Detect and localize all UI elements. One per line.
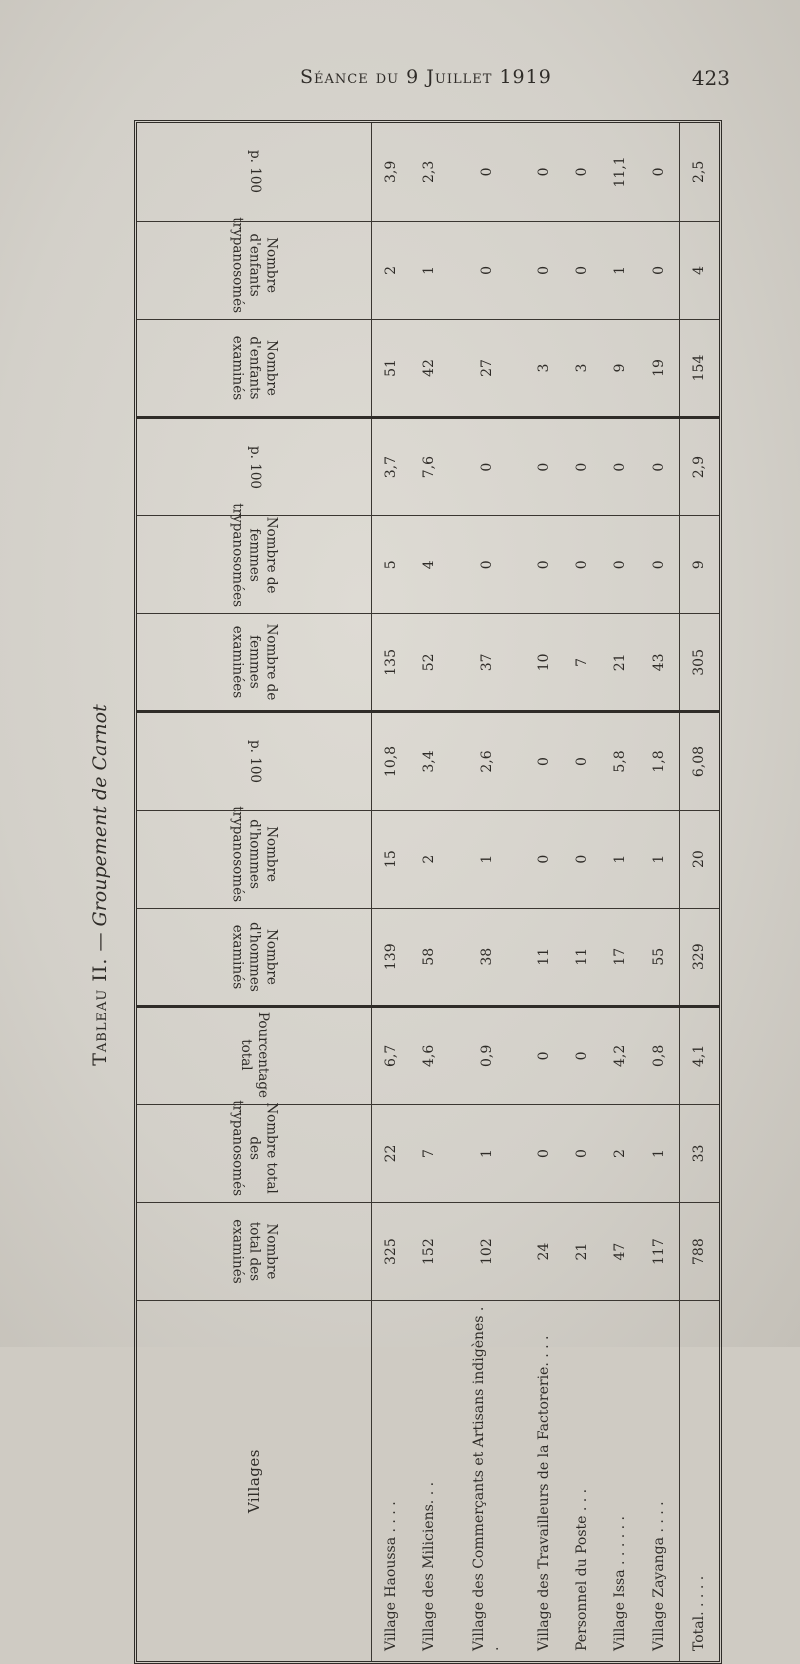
table-row (526, 123, 564, 1661)
table-cell: 4,2 (602, 1006, 640, 1104)
column-header: Nombre de femmes examinées (137, 614, 372, 712)
table-cell: 329 (680, 908, 719, 1006)
table-cell: 55 (640, 908, 679, 1006)
table-cell: 5,8 (602, 712, 640, 810)
table-cell: 135 (372, 614, 411, 712)
table-cell: 33 (680, 1104, 719, 1202)
table-cell: 788 (680, 1203, 719, 1301)
table-cell: 9 (602, 319, 640, 417)
table-cell: 0,8 (640, 1006, 679, 1104)
table-cell: 47 (602, 1203, 640, 1301)
table-cell: 19 (640, 319, 679, 417)
table-cell: 9 (680, 516, 719, 614)
table-row (372, 123, 411, 1661)
table-cell: 0 (526, 123, 564, 221)
column-header: Nombre d'enfants trypanosomés (137, 221, 372, 319)
caption-label: Tableau II. (89, 957, 111, 1066)
table-cell: 3,9 (372, 123, 411, 221)
table-cell: 0 (449, 418, 525, 516)
column-header: Pourcentage total (137, 1006, 372, 1104)
table-cell: 0 (640, 418, 679, 516)
table-cell: 10,8 (372, 712, 411, 810)
table-cell: 52 (411, 614, 449, 712)
table-cell: 2 (372, 221, 411, 319)
village-name: Village Haoussa . . . . (382, 1501, 399, 1651)
table-cell: 37 (449, 614, 525, 712)
table-cell: 139 (372, 908, 411, 1006)
village-name: Village des Travailleurs de la Factorerie. . . . (535, 1335, 552, 1651)
table-cell: 4,1 (680, 1006, 719, 1104)
table-row (411, 123, 449, 1661)
table-cell: 27 (449, 319, 525, 417)
caption-place: Groupement de Carnot (89, 704, 111, 927)
table-cell: 6,7 (372, 1006, 411, 1104)
table-cell: 0 (640, 221, 679, 319)
table-cell: 1 (449, 1104, 525, 1202)
village-name: Village des Commerçants et Artisans indigènes . . (470, 1306, 503, 1651)
table-cell: 152 (411, 1203, 449, 1301)
column-header: Nombre d'enfants examinés (137, 319, 372, 417)
table-cell: 0 (602, 516, 640, 614)
data-table (137, 123, 719, 1661)
table-row (640, 123, 679, 1661)
table-cell: 22 (372, 1104, 411, 1202)
table-cell: 2,3 (411, 123, 449, 221)
village-name: Village Zayanga . . . . (650, 1501, 667, 1651)
total-row (680, 123, 719, 1661)
village-name: Total. . . . . (680, 1301, 719, 1661)
table-cell: 0 (564, 221, 602, 319)
table-cell: 0 (564, 516, 602, 614)
table-container (134, 120, 722, 1664)
table-cell: 0 (526, 418, 564, 516)
table-cell: 0 (564, 123, 602, 221)
table-cell: 3 (526, 319, 564, 417)
table-cell: 6,08 (680, 712, 719, 810)
table-row (564, 123, 602, 1661)
table-cell: 1 (602, 810, 640, 908)
table-cell: 3,4 (411, 712, 449, 810)
table-cell: 7 (411, 1104, 449, 1202)
column-header: p. 100 (137, 418, 372, 516)
table-row (449, 123, 525, 1661)
table-cell: 0 (526, 221, 564, 319)
table-cell: 38 (449, 908, 525, 1006)
table-cell: 42 (411, 319, 449, 417)
table-cell: 154 (680, 319, 719, 417)
table-cell: 0 (640, 123, 679, 221)
page-number: 423 (691, 66, 730, 90)
table-cell: 0 (564, 1006, 602, 1104)
column-header: Nombre d'hommes trypanosomés (137, 810, 372, 908)
table-cell: 21 (564, 1203, 602, 1301)
table-cell: 11 (564, 908, 602, 1006)
column-header: Nombre total des examinés (137, 1203, 372, 1301)
table-cell: 3 (564, 319, 602, 417)
table-cell: 0 (449, 123, 525, 221)
table-cell: 7,6 (411, 418, 449, 516)
table-cell: 2 (411, 810, 449, 908)
table-cell: 0 (449, 221, 525, 319)
table-cell: 0 (526, 810, 564, 908)
table-cell: 1 (602, 221, 640, 319)
column-header: p. 100 (137, 712, 372, 810)
column-header: Nombre total des trypanosomés (137, 1104, 372, 1202)
table-cell: 17 (602, 908, 640, 1006)
table-cell: 0 (564, 418, 602, 516)
table-cell: 0 (526, 516, 564, 614)
table-cell: 1 (449, 810, 525, 908)
table-cell: 1 (640, 1104, 679, 1202)
table-cell: 0 (564, 810, 602, 908)
table-cell: 21 (602, 614, 640, 712)
table-cell: 102 (449, 1203, 525, 1301)
table-cell: 1 (640, 810, 679, 908)
table-cell: 2,5 (680, 123, 719, 221)
column-header: Nombre de femmes trypanosomées (137, 516, 372, 614)
table-cell: 0 (526, 1006, 564, 1104)
table-cell: 0 (564, 712, 602, 810)
table-cell: 15 (372, 810, 411, 908)
table-cell: 0 (449, 516, 525, 614)
village-name: Personnel du Poste . . . (574, 1488, 591, 1651)
caption-dash: — (89, 926, 111, 958)
table-cell: 58 (411, 908, 449, 1006)
column-header-villages: Villages (137, 1301, 372, 1661)
header-row (137, 123, 372, 1661)
table-cell: 0 (640, 516, 679, 614)
table-cell: 0 (602, 418, 640, 516)
table-cell: 2,6 (449, 712, 525, 810)
table-cell: 4 (411, 516, 449, 614)
table-cell: 0 (526, 712, 564, 810)
table-cell: 0 (526, 1104, 564, 1202)
table-cell: 10 (526, 614, 564, 712)
table-cell: 2,9 (680, 418, 719, 516)
table-cell: 43 (640, 614, 679, 712)
table-body (372, 123, 720, 1661)
table-cell: 117 (640, 1203, 679, 1301)
village-name: Village des Miliciens. . . (421, 1481, 438, 1651)
table-cell: 1,8 (640, 712, 679, 810)
table-cell: 24 (526, 1203, 564, 1301)
table-cell: 11,1 (602, 123, 640, 221)
table-cell: 4,6 (411, 1006, 449, 1104)
running-head: Séance du 9 Juillet 1919 (300, 66, 552, 88)
table-cell: 51 (372, 319, 411, 417)
table-cell: 0 (564, 1104, 602, 1202)
table-cell: 20 (680, 810, 719, 908)
column-header: p. 100 (137, 123, 372, 221)
table-cell: 11 (526, 908, 564, 1006)
table-cell: 325 (372, 1203, 411, 1301)
table-cell: 305 (680, 614, 719, 712)
table-cell: 4 (680, 221, 719, 319)
table-cell: 7 (564, 614, 602, 712)
table-row (602, 123, 640, 1661)
table-cell: 3,7 (372, 418, 411, 516)
table-cell: 5 (372, 516, 411, 614)
table-cell: 0,9 (449, 1006, 525, 1104)
table-cell: 1 (411, 221, 449, 319)
table-cell: 2 (602, 1104, 640, 1202)
column-header: Nombre d'hommes examinés (137, 908, 372, 1006)
village-name: Village Issa . . . . . . (612, 1516, 629, 1651)
